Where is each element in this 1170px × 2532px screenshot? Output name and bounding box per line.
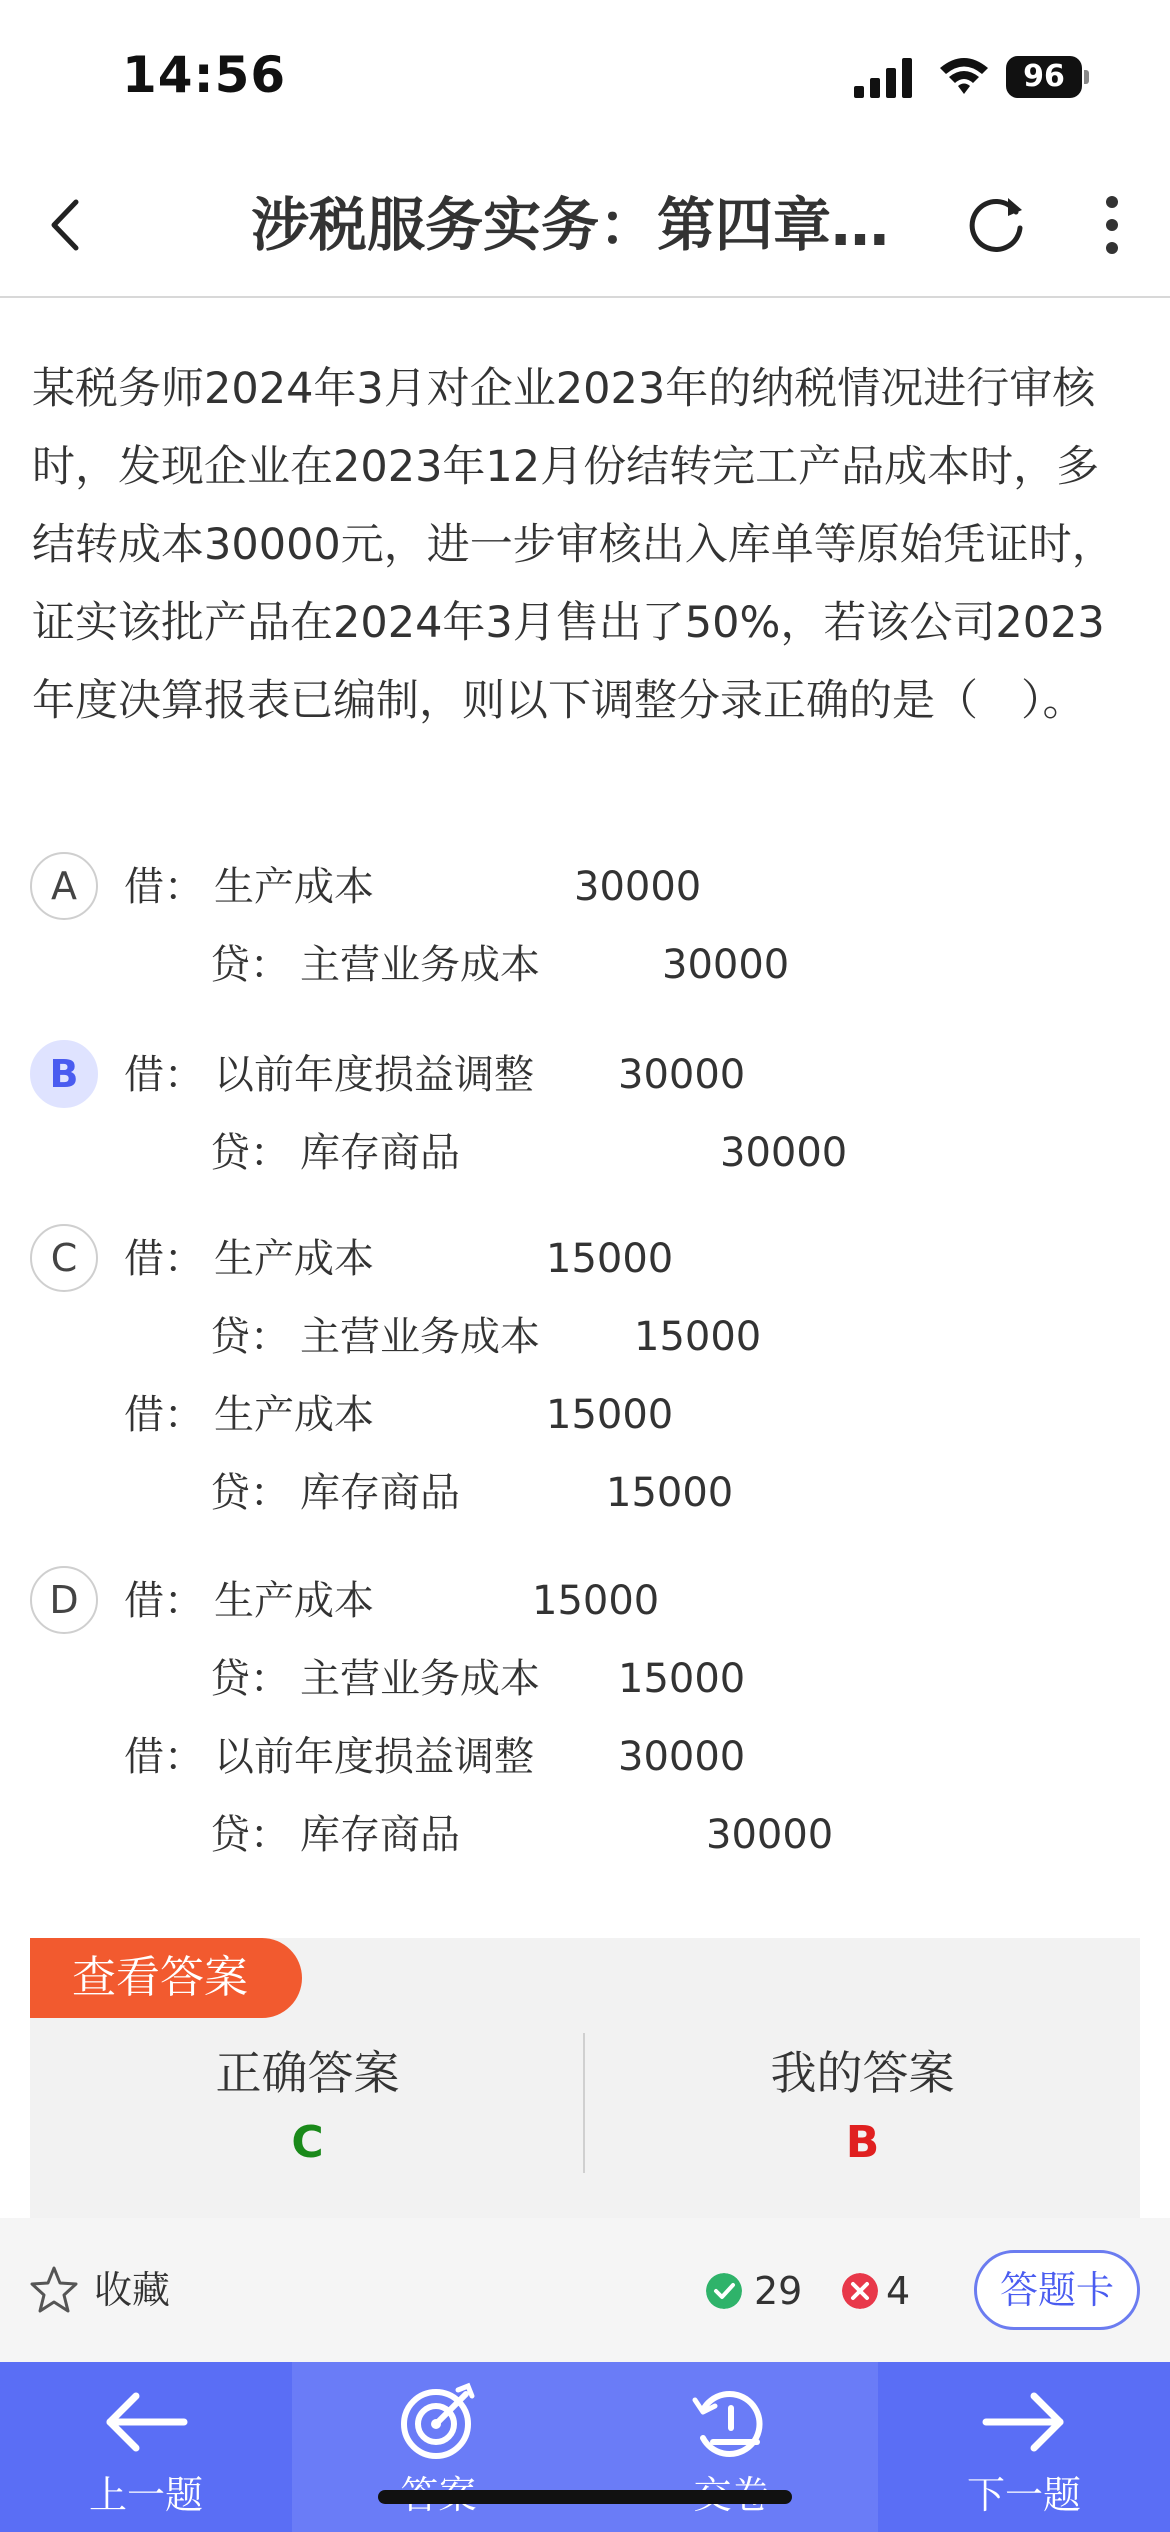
star-icon (28, 2264, 80, 2316)
option-letter[interactable]: D (30, 1566, 98, 1634)
answer-panel (30, 1938, 1140, 2218)
check-circle-icon (706, 2273, 742, 2309)
home-indicator[interactable] (378, 2490, 792, 2504)
option-b[interactable] (30, 1040, 1130, 1180)
option-letter[interactable]: C (30, 1224, 98, 1292)
status-time: 14:56 (122, 46, 287, 104)
my-answer-value: B (845, 2117, 880, 2168)
entry-amount: 30000 (720, 1130, 848, 1176)
entry-amount: 30000 (574, 864, 702, 910)
status-bar (0, 0, 1170, 150)
more-options-icon[interactable] (1084, 180, 1140, 270)
entry-amount: 30000 (662, 942, 790, 988)
my-answer-column (585, 2038, 1140, 2178)
answer-card-button[interactable]: 答题卡 (974, 2250, 1140, 2330)
wrong-count-value: 4 (886, 2269, 911, 2313)
cellular-signal-icon (854, 58, 916, 98)
wifi-icon (938, 54, 990, 98)
entry-account: 库存商品 (300, 1130, 460, 1176)
option-letter-selected[interactable]: B (30, 1040, 98, 1108)
entry-label: 贷： (210, 1812, 290, 1858)
entry-amount: 30000 (706, 1812, 834, 1858)
show-answer-button[interactable] (292, 2362, 585, 2532)
entry-label: 借： (124, 1734, 204, 1780)
arrow-left-icon (96, 2382, 196, 2462)
entry-label: 借： (124, 1236, 204, 1282)
correct-count (706, 2266, 816, 2316)
next-question-button[interactable] (878, 2362, 1170, 2532)
entry-amount: 15000 (606, 1470, 734, 1516)
entry-account: 生产成本 (214, 1578, 374, 1624)
option-a[interactable] (30, 852, 1130, 992)
back-icon[interactable] (30, 180, 110, 270)
entry-label: 贷： (210, 1130, 290, 1176)
entry-amount: 15000 (546, 1236, 674, 1282)
my-answer-label: 我的答案 (770, 2046, 955, 2100)
entry-label: 贷： (210, 1314, 290, 1360)
option-letter[interactable]: A (30, 852, 98, 920)
correct-answer-column (30, 2038, 585, 2178)
cross-circle-icon (842, 2273, 878, 2309)
nav-bar (0, 150, 1170, 298)
favorite-label: 收藏 (94, 2268, 171, 2312)
question-text: 某税务师2024年3月对企业2023年的纳税情况进行审核时，发现企业在2023年12月份结转完工产品成本时，多结转成本30000元，进一步审核出入库单等原始凭证时，证实该批产品在2024年3月售出了50%，若该公司2023年度决算报表已编制，则以下调整分录正确的是（ ）。 (32, 364, 1115, 726)
view-answer-tag[interactable]: 查看答案 (30, 1938, 302, 2018)
entry-account: 库存商品 (300, 1812, 460, 1858)
submit-exam-button[interactable] (585, 2362, 878, 2532)
clock-history-icon (681, 2382, 781, 2462)
entry-label: 贷： (210, 1656, 290, 1702)
entry-account: 以前年度损益调整 (214, 1052, 534, 1098)
entry-account: 主营业务成本 (300, 942, 540, 988)
target-icon (388, 2382, 488, 2462)
prev-question-label: 上一题 (88, 2473, 203, 2517)
battery-tip (1084, 70, 1089, 84)
correct-count-value: 29 (754, 2269, 803, 2313)
info-bar (0, 2218, 1170, 2362)
prev-question-button[interactable] (0, 2362, 292, 2532)
entry-amount: 30000 (618, 1052, 746, 1098)
wrong-count (842, 2266, 932, 2316)
entry-label: 贷： (210, 942, 290, 988)
bottom-toolbar (0, 2362, 1170, 2532)
option-c[interactable] (30, 1224, 1130, 1524)
entry-amount: 15000 (634, 1314, 762, 1360)
option-d[interactable] (30, 1566, 1130, 1866)
entry-account: 生产成本 (214, 864, 374, 910)
entry-label: 借： (124, 1052, 204, 1098)
refresh-icon[interactable] (958, 186, 1034, 262)
entry-label: 借： (124, 1392, 204, 1438)
next-question-label: 下一题 (966, 2473, 1081, 2517)
correct-answer-value: C (291, 2117, 324, 2168)
entry-account: 生产成本 (214, 1392, 374, 1438)
entry-account: 以前年度损益调整 (214, 1734, 534, 1780)
arrow-right-icon (974, 2382, 1074, 2462)
entry-amount: 15000 (618, 1656, 746, 1702)
entry-label: 借： (124, 1578, 204, 1624)
entry-label: 借： (124, 864, 204, 910)
battery-icon (1006, 56, 1088, 98)
entry-amount: 15000 (546, 1392, 674, 1438)
page-title: 涉税服务实务：第四章… (250, 191, 889, 259)
entry-label: 贷： (210, 1470, 290, 1516)
battery-level: 96 (1006, 56, 1082, 98)
correct-answer-label: 正确答案 (215, 2046, 400, 2100)
entry-account: 库存商品 (300, 1470, 460, 1516)
entry-amount: 15000 (532, 1578, 660, 1624)
entry-amount: 30000 (618, 1734, 746, 1780)
entry-account: 主营业务成本 (300, 1314, 540, 1360)
entry-account: 主营业务成本 (300, 1656, 540, 1702)
entry-account: 生产成本 (214, 1236, 374, 1282)
